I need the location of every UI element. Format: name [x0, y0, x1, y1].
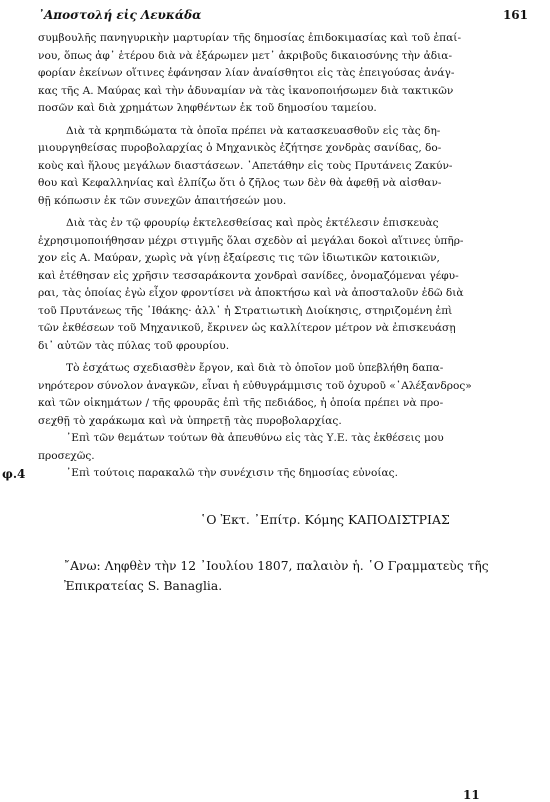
page-number: 161 [502, 8, 528, 22]
paragraph [38, 215, 528, 355]
archive-note-line: Ἐπικρατείας S. Banaglia. [64, 579, 223, 593]
running-title: ᾿Αποστολή εἰς Λευκάδα [38, 8, 202, 22]
text-line: προσεχῶς. [38, 449, 95, 462]
text-line: μιουργηθείσας πυροβολαρχίας ὁ Μηχανικὸς ἐζήτησε χονδρὰς σανίδας, δο- [38, 142, 442, 154]
text-line: ᾿Επὶ τούτοις παρακαλῶ τὴν συνέχισιν τῆς δημοσίας εὐνοίας. [66, 467, 398, 479]
paragraph [38, 360, 528, 430]
margin-folio-note: φ.4 [2, 467, 26, 481]
footer-signature-mark: 11 [463, 788, 480, 802]
text-line: Διὰ τὰς ἐν τῷ φρουρίῳ ἐκτελεσθείσας καὶ πρὸς ἐκτέλεσιν ἐπισκευὰς [66, 217, 439, 229]
text-line: τῶν ἐκθέσεων τοῦ Μηχανικοῦ, ἔκρινεν ὡς καλλίτερον μέτρον νὰ ἐπισκευάσῃ [38, 322, 456, 334]
text-line: ποσῶν καὶ διὰ χρημάτων ληφθέντων ἐκ τοῦ δημοσίου ταμείου. [38, 102, 377, 114]
text-line: νου, ὅπως ἀφ᾿ ἑτέρου διὰ νὰ ἐξάρωμεν μετ᾿ ἀκριβοῦς δικαιοσύνης τὴν ἀδια- [38, 49, 453, 62]
text-line: φορίαν ἐκείνων οἵτινες ἐφάνησαν λίαν ἀναίσθητοι εἰς τὰς ἐπειγούσας ἀνάγ- [38, 67, 455, 79]
paragraph [38, 430, 528, 465]
text-line: σεχθῇ τὸ χαράκωμα καὶ νὰ ὑπηρετῇ τὰς πυροβολαρχίας. [38, 414, 342, 427]
text-line: κοὺς καὶ ἥλους μεγάλων διαστάσεων. ᾿Απετάθην εἰς τοὺς Πρυτάνεις Ζακύν- [38, 159, 453, 172]
paragraph [38, 30, 528, 118]
text-line: κας τῆς Α. Μαύρας καὶ τὴν ἀδυναμίαν νὰ τὰς ἱκανοποιήσωμεν διὰ τακτικῶν [38, 84, 454, 97]
archive-note-line: ῎Ανω: Ληφθὲν τὴν 12 ᾿Ιουλίου 1807, παλαιὸν ἡ. ῾Ο Γραμματεὺς τῆς [64, 559, 489, 573]
page-header [38, 8, 528, 24]
text-line: χον εἰς Α. Μαύραν, χωρὶς νὰ γίνῃ ἐξαίρεσις τις τῶν ἰδιωτικῶν κατοικιῶν, [38, 252, 440, 264]
paragraph [38, 123, 528, 211]
text-line: Τὸ ἐσχάτως σχεδιασθὲν ἔργον, καὶ διὰ τὸ ὁποῖον μοῦ ὑπεβλήθη δαπα- [66, 362, 444, 374]
text-line: δι᾿ αὐτῶν τὰς πύλας τοῦ φρουρίου. [38, 339, 230, 352]
text-line: ραι, τὰς ὁποίας ἐγὼ εἶχον φροντίσει νὰ ἀποκτήσω καὶ νὰ ἀποσταλοῦν ἐδῶ διὰ [38, 287, 464, 299]
text-line: Διὰ τὰ κρηπιδώματα τὰ ὁποῖα πρέπει νὰ κατασκευασθοῦν εἰς τὰς δη- [66, 124, 441, 137]
text-line: συμβουλῆς πανηγυρικὴν μαρτυρίαν τῆς δημοσίας ἐπιδοκιμασίας καὶ τοῦ ἐπαί- [38, 32, 462, 44]
text-line: καὶ τῶν οἰκημάτων / τῆς φρουρᾶς ἐπὶ τῆς πεδιάδος, ἡ ὁποία πρέπει νὰ προ- [38, 397, 444, 409]
signature-line: ῾Ο Ἐκτ. ᾿Επίτρ. Κόμης ΚΑΠΟΔΙΣΤΡΙΑΣ [200, 512, 450, 527]
text-line: ἐχρησιμοποιήθησαν μέχρι στιγμῆς ὅλαι σχεδὸν αἱ μεγάλαι δοκοὶ αἵτινες ὑπῆρ- [38, 234, 464, 247]
paragraph [38, 465, 528, 483]
text-line: τοῦ Πρυτάνεως τῆς ᾿Ιθάκης· ἀλλ᾿ ἡ Στρατιωτικὴ Διοίκησις, στηριζομένη ἐπὶ [38, 304, 453, 317]
body-text [38, 30, 528, 483]
text-line: θῇ κόπωσιν ἐκ τῶν συνεχῶν ἀπαιτήσεών μου. [38, 194, 287, 207]
text-line: καὶ ἐτέθησαν εἰς χρῆσιν τεσσαράκοντα χονδραὶ σανίδες, ὀνομαζόμεναι γέφυ- [38, 269, 459, 282]
archive-note [64, 556, 524, 596]
text-line: νηρότερον σύνολον ἀναγκῶν, εἶναι ἡ εὐθυγράμμισις τοῦ ὀχυροῦ «᾿Αλέξανδρος» [38, 379, 472, 392]
text-line: θου καὶ Κεφαλληνίας καὶ ἐλπίζω ὅτι ὁ ζῆλος των δὲν θὰ ἀφεθῇ νὰ αἰσθαν- [38, 177, 442, 189]
text-line: ᾿Επὶ τῶν θεμάτων τούτων θὰ ἀπευθύνω εἰς τὰς Υ.Ε. τὰς ἐκθέσεις μου [66, 432, 444, 444]
